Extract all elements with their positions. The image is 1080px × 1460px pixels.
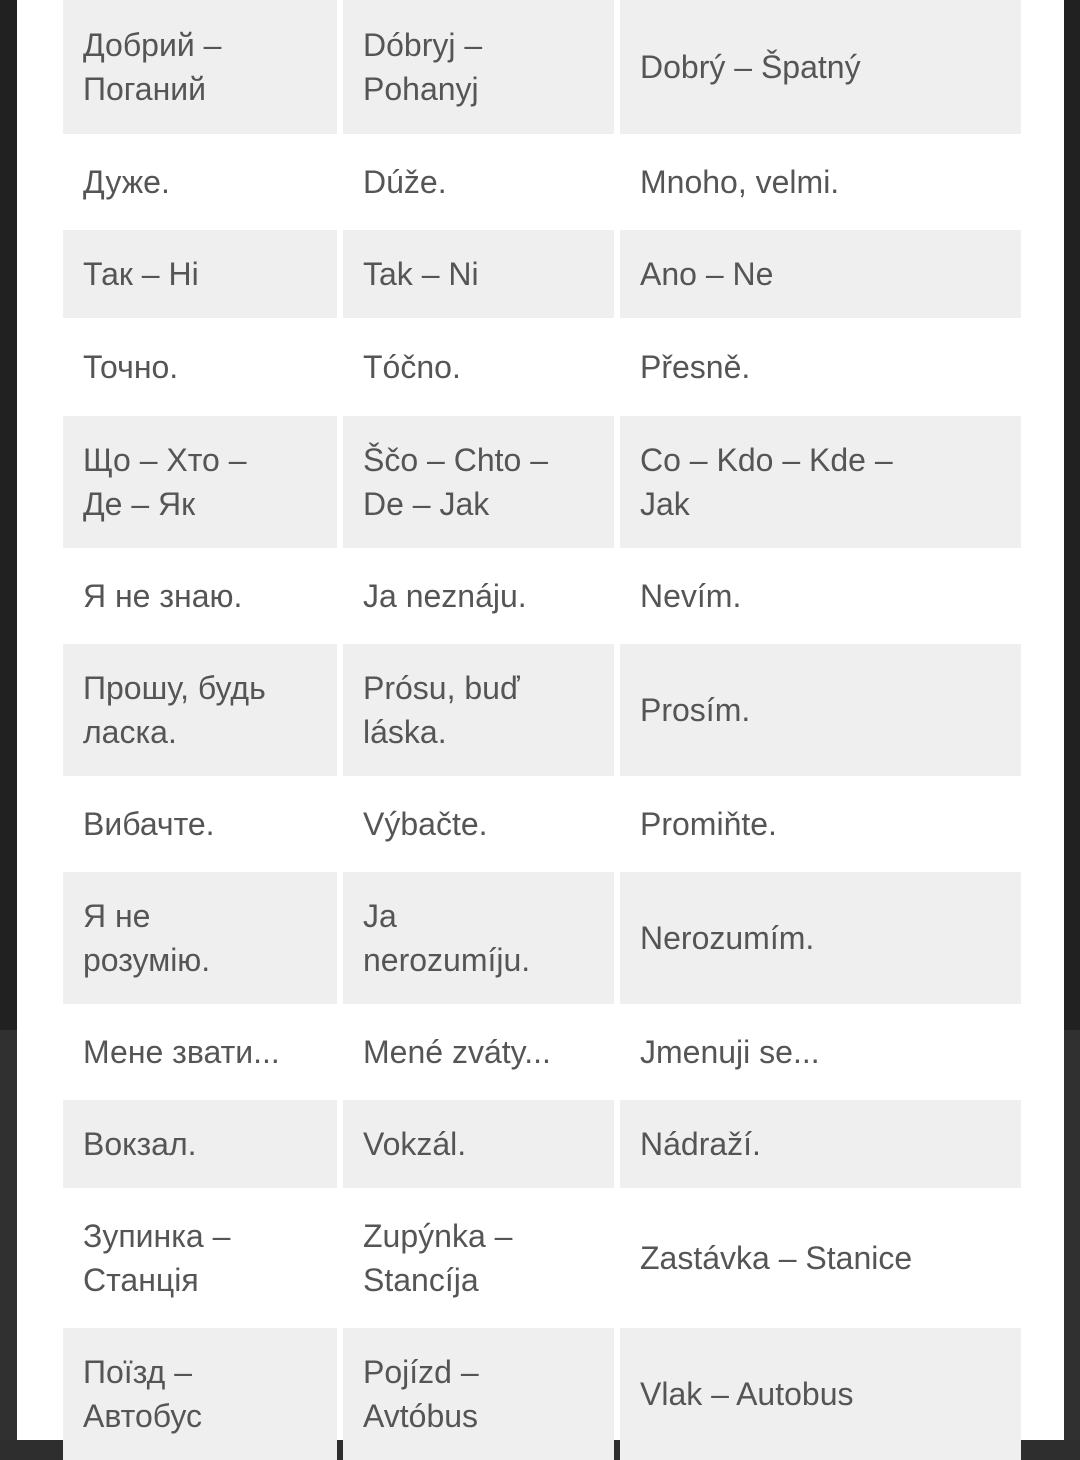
czech-cell: Přesně.: [620, 318, 1021, 416]
ukrainian-cell: Поїзд – Автобус: [63, 1328, 337, 1460]
czech-cell: Mnoho, velmi.: [620, 134, 1021, 230]
transliteration-cell: Mené zváty...: [343, 1004, 614, 1100]
czech-cell: Jmenuji se...: [620, 1004, 1021, 1100]
ukrainian-cell: Зупинка – Станція: [63, 1188, 337, 1328]
czech-cell: Nevím.: [620, 548, 1021, 644]
ukrainian-cell: Мене звати...: [63, 1004, 337, 1100]
table-row: [63, 872, 1021, 1004]
ukrainian-cell: Вокзал.: [63, 1100, 337, 1188]
ukrainian-cell: Прошу, будь ласка.: [63, 644, 337, 776]
table-row: [63, 644, 1021, 776]
transliteration-cell: Ja neznáju.: [343, 548, 614, 644]
transliteration-cell: Ščo – Chto – De – Jak: [343, 416, 614, 548]
transliteration-cell: Prósu, buď láska.: [343, 644, 614, 776]
ukrainian-cell: Точно.: [63, 318, 337, 416]
table-row: [63, 548, 1021, 644]
phrasebook-table: [57, 0, 1027, 1460]
ukrainian-cell: Я не знаю.: [63, 548, 337, 644]
czech-cell: Dobrý – Špatný: [620, 0, 1021, 134]
ukrainian-cell: Я не розумію.: [63, 872, 337, 1004]
table-row: [63, 1004, 1021, 1100]
ukrainian-cell: Що – Хто – Де – Як: [63, 416, 337, 548]
table-row: [63, 134, 1021, 230]
czech-cell: Zastávka – Stanice: [620, 1188, 1021, 1328]
table-row: [63, 0, 1021, 134]
czech-cell: Prosím.: [620, 644, 1021, 776]
transliteration-cell: Výbačte.: [343, 776, 614, 872]
table-row: [63, 776, 1021, 872]
transliteration-cell: Vokzál.: [343, 1100, 614, 1188]
ukrainian-cell: Дуже.: [63, 134, 337, 230]
czech-cell: Promiňte.: [620, 776, 1021, 872]
table-row: [63, 1100, 1021, 1188]
czech-cell: Co – Kdo – Kde – Jak: [620, 416, 1021, 548]
transliteration-cell: Tak – Ni: [343, 230, 614, 318]
table-row: [63, 1188, 1021, 1328]
transliteration-cell: Pojízd – Avtóbus: [343, 1328, 614, 1460]
table-row: [63, 318, 1021, 416]
table-row: [63, 416, 1021, 548]
transliteration-cell: Ja nerozumíju.: [343, 872, 614, 1004]
transliteration-cell: Tóčno.: [343, 318, 614, 416]
transliteration-cell: Dúže.: [343, 134, 614, 230]
ukrainian-cell: Так – Ні: [63, 230, 337, 318]
ukrainian-cell: Вибачте.: [63, 776, 337, 872]
table-row: [63, 230, 1021, 318]
czech-cell: Ano – Ne: [620, 230, 1021, 318]
czech-cell: Vlak – Autobus: [620, 1328, 1021, 1460]
czech-cell: Nerozumím.: [620, 872, 1021, 1004]
transliteration-cell: Zupýnka – Stancíja: [343, 1188, 614, 1328]
table-row: [63, 1328, 1021, 1460]
transliteration-cell: Dóbryj – Pohanyj: [343, 0, 614, 134]
phrasebook-rows: [63, 0, 1021, 1460]
czech-cell: Nádraží.: [620, 1100, 1021, 1188]
ukrainian-cell: Добрий – Поганий: [63, 0, 337, 134]
